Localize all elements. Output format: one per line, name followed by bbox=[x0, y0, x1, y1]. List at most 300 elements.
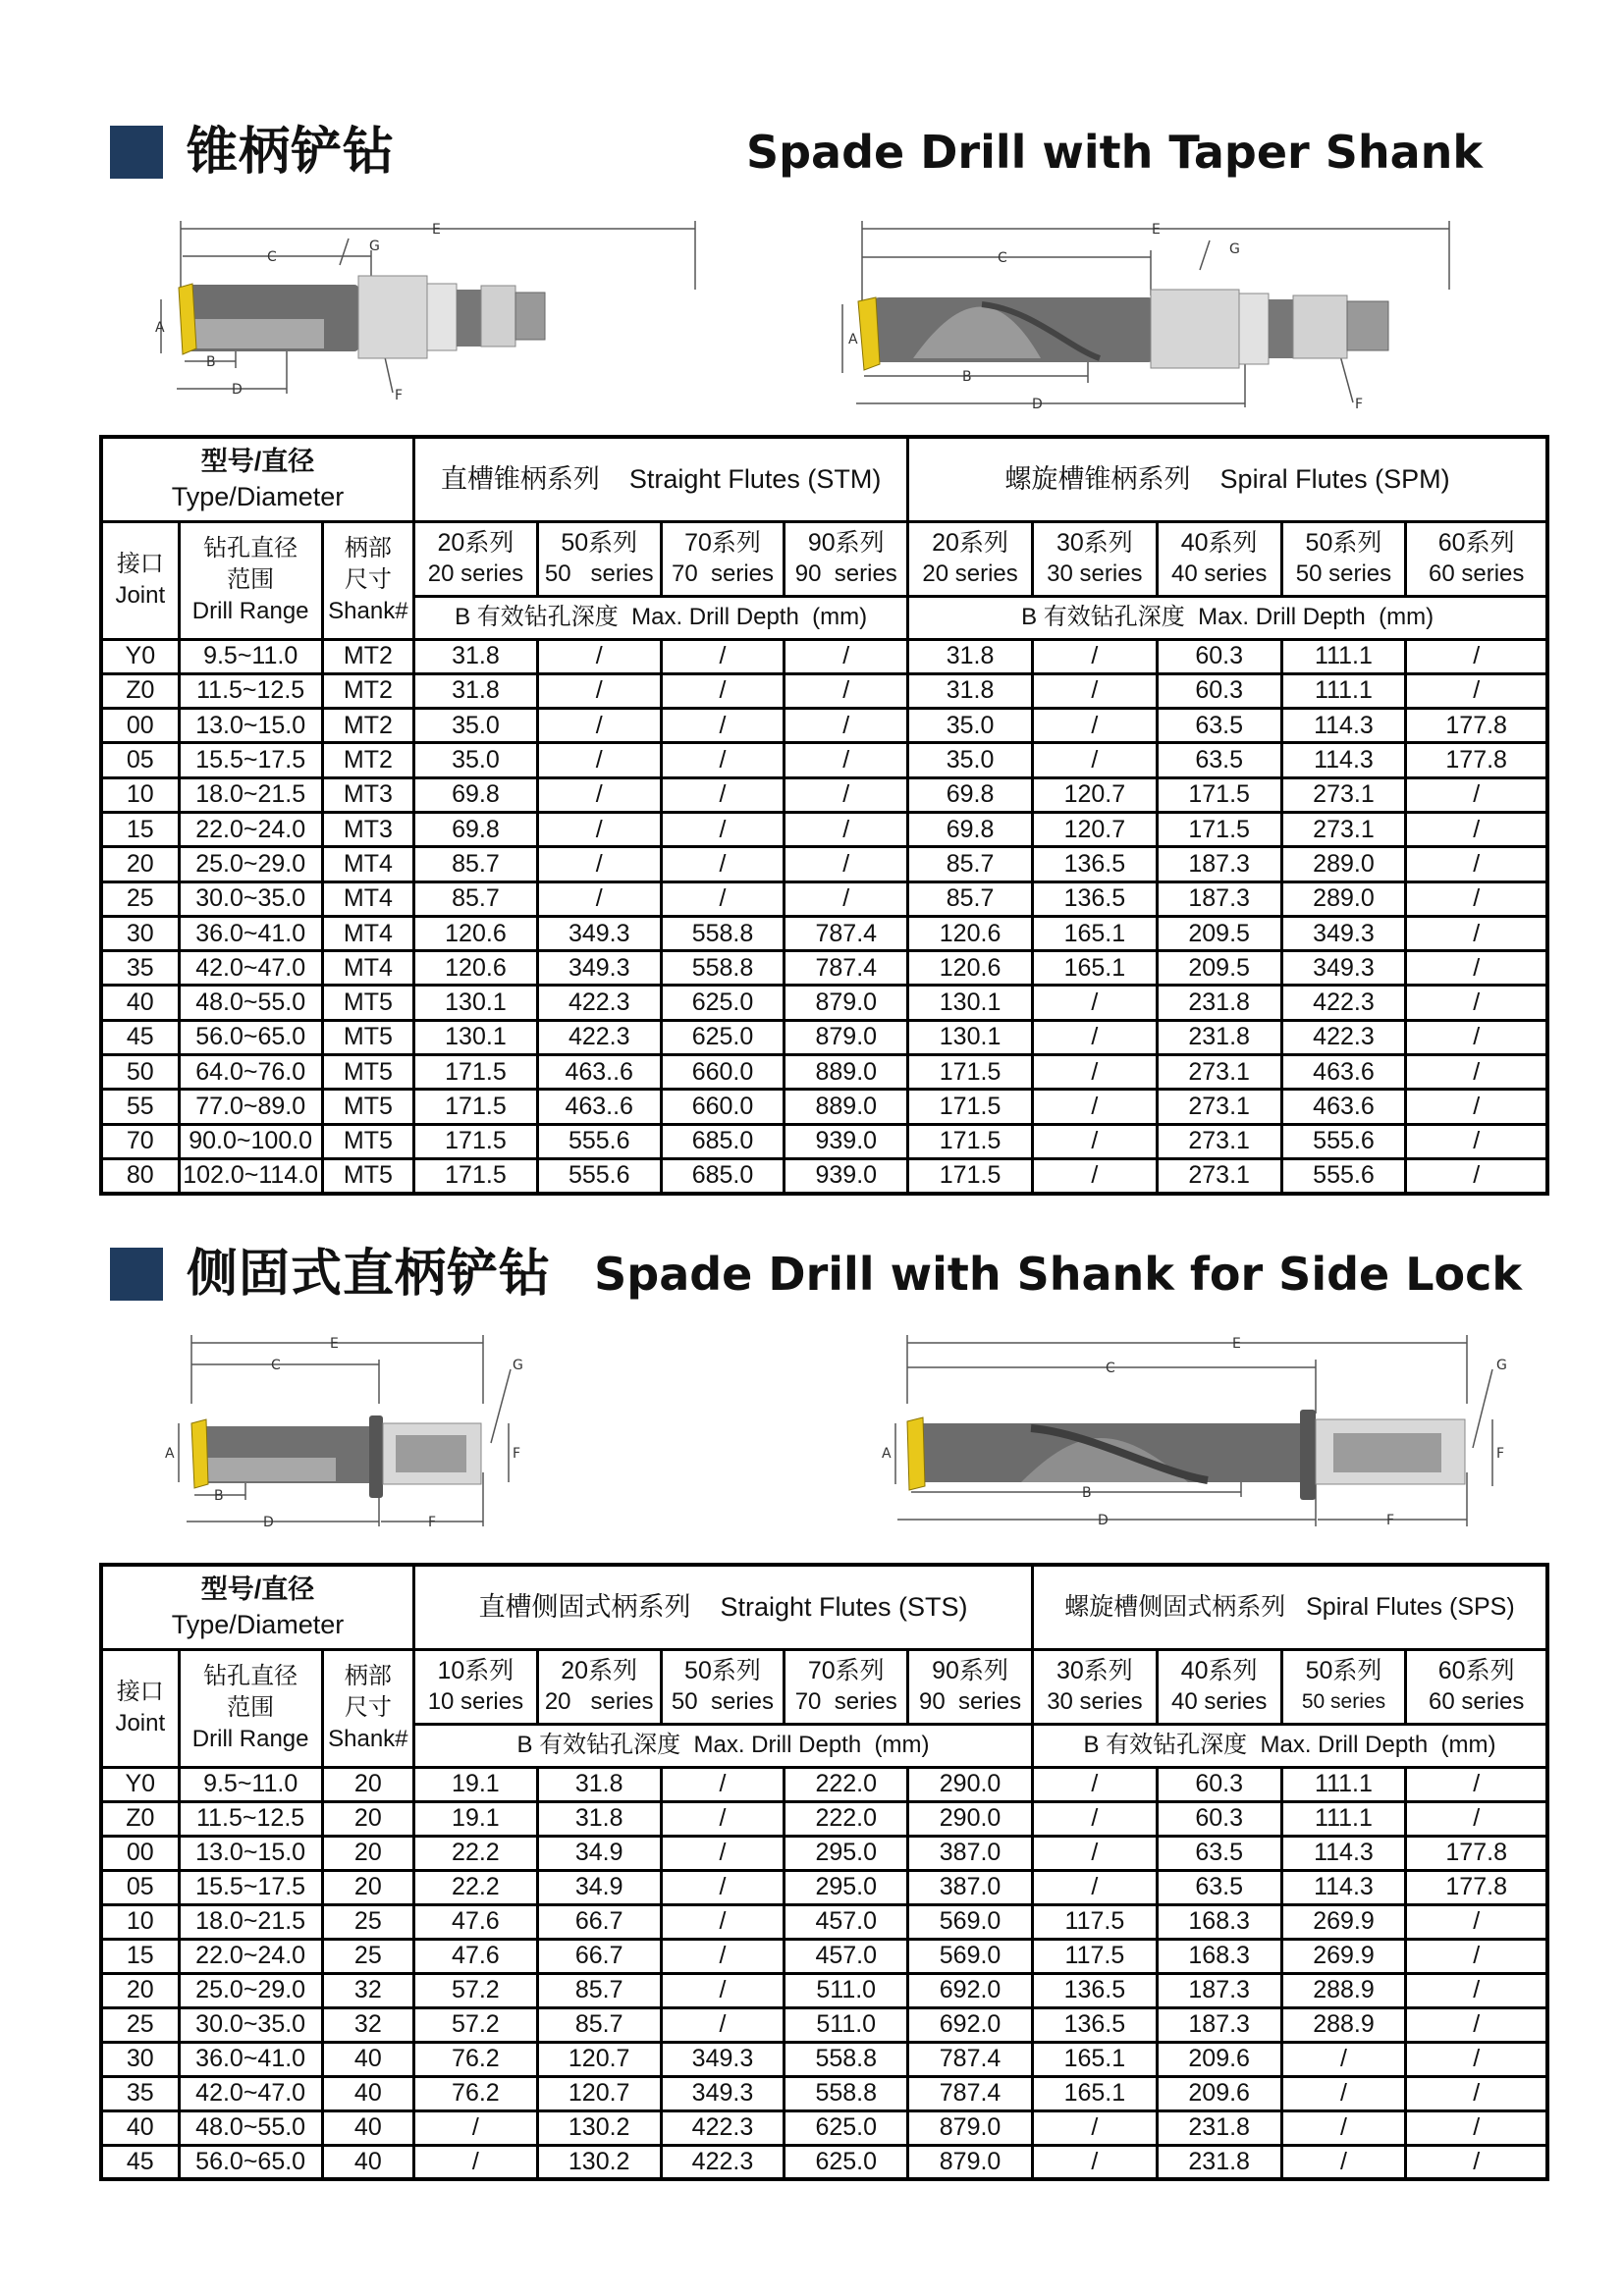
dim-label-a: A bbox=[155, 320, 165, 336]
shank-cn2: 尺寸 bbox=[344, 1694, 392, 1721]
table-row bbox=[101, 1158, 1547, 1193]
depth-cell: / bbox=[785, 881, 908, 916]
depth-cell: 273.1 bbox=[1157, 1090, 1281, 1124]
table-row bbox=[101, 639, 1547, 673]
depth-cell: 117.5 bbox=[1032, 1939, 1157, 1973]
joint-cell: 30 bbox=[101, 916, 179, 950]
joint-cell: Y0 bbox=[101, 639, 179, 673]
depth-cell: / bbox=[1032, 1124, 1157, 1158]
depth-cell: 19.1 bbox=[414, 1767, 538, 1801]
depth-cell: 85.7 bbox=[414, 847, 538, 881]
depth-cell: / bbox=[661, 743, 785, 777]
table-row bbox=[101, 2076, 1547, 2110]
drill-range-cell: 13.0~15.0 bbox=[179, 709, 322, 743]
depth-cell: / bbox=[1406, 1020, 1547, 1054]
table-row bbox=[101, 881, 1547, 916]
table-row bbox=[101, 1055, 1547, 1090]
section-title-en: Spade Drill with Taper Shank bbox=[745, 126, 1483, 179]
depth-cell: 625.0 bbox=[661, 986, 785, 1020]
series-cn: 50系列 bbox=[1305, 1657, 1382, 1684]
depth-cell: / bbox=[1032, 1020, 1157, 1054]
depth-cell: 35.0 bbox=[414, 709, 538, 743]
depth-cell: / bbox=[785, 743, 908, 777]
series-en: 70 series bbox=[794, 1688, 897, 1715]
dim-label-f: F bbox=[1386, 1513, 1395, 1528]
depth-cell: / bbox=[1406, 1090, 1547, 1124]
series-en: 30 series bbox=[1047, 1688, 1143, 1715]
depth-cell: 787.4 bbox=[785, 951, 908, 986]
shank-cell: MT4 bbox=[322, 847, 413, 881]
dim-label-e: E bbox=[1232, 1336, 1241, 1352]
series-header bbox=[414, 521, 538, 596]
joint-cell: 55 bbox=[101, 1090, 179, 1124]
spiral-flutes-header: 螺旋槽侧固式柄系列 Spiral Flutes (SPS) bbox=[1032, 1565, 1547, 1649]
depth-cell: / bbox=[1032, 1055, 1157, 1090]
dim-label-f: F bbox=[1496, 1446, 1505, 1462]
depth-cell: 60.3 bbox=[1157, 639, 1281, 673]
depth-cell: 165.1 bbox=[1032, 951, 1157, 986]
depth-cell: 165.1 bbox=[1032, 2042, 1157, 2076]
shank-cell: 20 bbox=[322, 1870, 413, 1904]
section-marker bbox=[110, 126, 163, 179]
depth-cell: / bbox=[1032, 709, 1157, 743]
dim-label-d: D bbox=[263, 1515, 274, 1530]
drill-range-cell: 25.0~29.0 bbox=[179, 1973, 322, 2007]
depth-cell: / bbox=[1032, 2145, 1157, 2179]
type-cn: 型号/直径 bbox=[200, 447, 315, 477]
depth-cell: 269.9 bbox=[1281, 1904, 1406, 1939]
shank-cell: MT2 bbox=[322, 709, 413, 743]
joint-cell: 45 bbox=[101, 1020, 179, 1054]
spec-table-taper-shank bbox=[99, 435, 1549, 1196]
drill-range-cell: 30.0~35.0 bbox=[179, 2007, 322, 2042]
series-en: 50 series bbox=[544, 561, 654, 587]
depth-cell: 555.6 bbox=[537, 1124, 661, 1158]
depth-cell: / bbox=[537, 673, 661, 708]
depth-cell: 35.0 bbox=[908, 743, 1033, 777]
joint-cell: 10 bbox=[101, 777, 179, 812]
type-diameter-header bbox=[101, 1565, 414, 1649]
drill-range-cell: 64.0~76.0 bbox=[179, 1055, 322, 1090]
depth-cell: / bbox=[1032, 1090, 1157, 1124]
depth-cell: / bbox=[661, 1836, 785, 1870]
depth-cell: 422.3 bbox=[661, 2145, 785, 2179]
depth-cell: / bbox=[1406, 673, 1547, 708]
depth-cell: / bbox=[537, 743, 661, 777]
depth-cell: / bbox=[537, 881, 661, 916]
depth-cell: 660.0 bbox=[661, 1090, 785, 1124]
depth-cell: 387.0 bbox=[908, 1836, 1033, 1870]
dim-label-c: C bbox=[1106, 1361, 1115, 1376]
depth-cell: 31.8 bbox=[537, 1801, 661, 1836]
depth-cell: 422.3 bbox=[537, 1020, 661, 1054]
depth-cell: 231.8 bbox=[1157, 986, 1281, 1020]
depth-cell: 289.0 bbox=[1281, 881, 1406, 916]
depth-cell: 295.0 bbox=[785, 1836, 908, 1870]
depth-cell: 171.5 bbox=[1157, 777, 1281, 812]
depth-cell: 511.0 bbox=[785, 1973, 908, 2007]
table-row bbox=[101, 951, 1547, 986]
shank-cn2: 尺寸 bbox=[344, 566, 392, 593]
depth-cell: 269.9 bbox=[1281, 1939, 1406, 1973]
dim-label-b: B bbox=[206, 354, 216, 370]
drill-range-cell: 18.0~21.5 bbox=[179, 1904, 322, 1939]
depth-cell: 187.3 bbox=[1157, 847, 1281, 881]
depth-cell: 625.0 bbox=[785, 2145, 908, 2179]
series-en: 60 series bbox=[1428, 561, 1525, 587]
depth-cell: / bbox=[661, 639, 785, 673]
joint-cell: 25 bbox=[101, 881, 179, 916]
series-en: 20 series bbox=[544, 1688, 654, 1715]
shank-cell: 20 bbox=[322, 1836, 413, 1870]
depth-cell: 290.0 bbox=[908, 1801, 1033, 1836]
depth-cell: / bbox=[661, 881, 785, 916]
joint-cell: 40 bbox=[101, 2110, 179, 2145]
shank-cell: MT5 bbox=[322, 1090, 413, 1124]
table-row bbox=[101, 673, 1547, 708]
depth-cell: 171.5 bbox=[414, 1055, 538, 1090]
depth-cell: / bbox=[537, 847, 661, 881]
series-cn: 40系列 bbox=[1180, 1657, 1258, 1684]
joint-cell: 00 bbox=[101, 709, 179, 743]
depth-cell: 558.8 bbox=[661, 951, 785, 986]
series-cn: 60系列 bbox=[1437, 1657, 1515, 1684]
dim-label-b: B bbox=[962, 369, 972, 385]
dim-label-c: C bbox=[267, 249, 277, 265]
joint-cell: 15 bbox=[101, 812, 179, 846]
shank-cell: 32 bbox=[322, 1973, 413, 2007]
shank-cell: MT4 bbox=[322, 951, 413, 986]
depth-cell: 463.6 bbox=[1281, 1090, 1406, 1124]
depth-cell: 349.3 bbox=[661, 2042, 785, 2076]
depth-cell: / bbox=[661, 1870, 785, 1904]
depth-cell: 85.7 bbox=[908, 881, 1033, 916]
table-row bbox=[101, 847, 1547, 881]
range-en: Drill Range bbox=[191, 1726, 309, 1752]
depth-cell: 273.1 bbox=[1281, 812, 1406, 846]
shank-cell: 40 bbox=[322, 2076, 413, 2110]
depth-label-spiral: B 有效钻孔深度 Max. Drill Depth (mm) bbox=[1032, 1724, 1547, 1767]
drill-range-cell: 9.5~11.0 bbox=[179, 639, 322, 673]
depth-cell: 111.1 bbox=[1281, 1801, 1406, 1836]
straight-flutes-header: 直槽侧固式柄系列 Straight Flutes (STS) bbox=[414, 1565, 1033, 1649]
dim-label-c: C bbox=[271, 1358, 281, 1373]
depth-cell: 171.5 bbox=[414, 1090, 538, 1124]
depth-cell: / bbox=[1406, 1904, 1547, 1939]
shank-cell: 40 bbox=[322, 2042, 413, 2076]
depth-cell: 111.1 bbox=[1281, 1767, 1406, 1801]
range-cn1: 钻孔直径 bbox=[203, 1663, 298, 1689]
depth-cell: 117.5 bbox=[1032, 1904, 1157, 1939]
series-cn: 60系列 bbox=[1437, 529, 1515, 557]
depth-cell: 692.0 bbox=[908, 1973, 1033, 2007]
section-header-side-lock bbox=[110, 1242, 1543, 1304]
section-title-en: Spade Drill with Shank for Side Lock bbox=[594, 1248, 1522, 1301]
table-body bbox=[101, 1767, 1547, 2179]
dim-label-c: C bbox=[998, 250, 1007, 266]
shank-header bbox=[322, 521, 413, 639]
depth-cell: / bbox=[661, 2007, 785, 2042]
depth-cell: 136.5 bbox=[1032, 2007, 1157, 2042]
depth-cell: / bbox=[1406, 1939, 1547, 1973]
depth-cell: 66.7 bbox=[537, 1939, 661, 1973]
table-row bbox=[101, 777, 1547, 812]
depth-cell: 177.8 bbox=[1406, 1870, 1547, 1904]
table-row bbox=[101, 743, 1547, 777]
shank-cell: 25 bbox=[322, 1939, 413, 1973]
depth-cell: 136.5 bbox=[1032, 881, 1157, 916]
shank-en: Shank# bbox=[328, 1726, 408, 1752]
depth-cell: 120.6 bbox=[908, 951, 1033, 986]
depth-cell: 685.0 bbox=[661, 1124, 785, 1158]
depth-cell: 787.4 bbox=[908, 2076, 1033, 2110]
depth-cell: 66.7 bbox=[537, 1904, 661, 1939]
drill-range-cell: 18.0~21.5 bbox=[179, 777, 322, 812]
depth-cell: / bbox=[785, 673, 908, 708]
depth-cell: / bbox=[1406, 812, 1547, 846]
depth-cell: 35.0 bbox=[414, 743, 538, 777]
depth-cell: 209.6 bbox=[1157, 2076, 1281, 2110]
series-cn: 50系列 bbox=[684, 1657, 761, 1684]
depth-cell: 463..6 bbox=[537, 1090, 661, 1124]
section-header-taper-shank bbox=[110, 120, 1543, 182]
series-cn: 90系列 bbox=[807, 529, 885, 557]
depth-cell: 31.8 bbox=[414, 673, 538, 708]
joint-cell: 40 bbox=[101, 986, 179, 1020]
drill-range-cell: 90.0~100.0 bbox=[179, 1124, 322, 1158]
table-row bbox=[101, 1836, 1547, 1870]
depth-cell: 463..6 bbox=[537, 1055, 661, 1090]
shank-cell: MT2 bbox=[322, 639, 413, 673]
drill-range-cell: 25.0~29.0 bbox=[179, 847, 322, 881]
depth-cell: / bbox=[537, 709, 661, 743]
depth-cell: / bbox=[1406, 1973, 1547, 2007]
depth-cell: 889.0 bbox=[785, 1055, 908, 1090]
depth-cell: 457.0 bbox=[785, 1904, 908, 1939]
depth-cell: 120.6 bbox=[908, 916, 1033, 950]
table-row bbox=[101, 1973, 1547, 2007]
depth-cell: 130.1 bbox=[908, 986, 1033, 1020]
header-row-group bbox=[101, 1565, 1547, 1649]
depth-cell: 63.5 bbox=[1157, 1836, 1281, 1870]
depth-cell: 120.7 bbox=[1032, 812, 1157, 846]
dim-label-d: D bbox=[232, 382, 243, 398]
depth-cell: / bbox=[414, 2110, 538, 2145]
joint-cell: 25 bbox=[101, 2007, 179, 2042]
dim-label-f: F bbox=[513, 1446, 521, 1462]
depth-label-straight: B 有效钻孔深度 Max. Drill Depth (mm) bbox=[414, 596, 908, 639]
depth-cell: 114.3 bbox=[1281, 709, 1406, 743]
dim-label-f: F bbox=[1355, 397, 1364, 412]
depth-cell: 31.8 bbox=[414, 639, 538, 673]
series-header bbox=[785, 521, 908, 596]
series-header bbox=[1032, 1649, 1157, 1724]
depth-cell: 130.1 bbox=[414, 1020, 538, 1054]
series-en: 30 series bbox=[1047, 561, 1143, 587]
depth-cell: / bbox=[1032, 639, 1157, 673]
depth-cell: 31.8 bbox=[537, 1767, 661, 1801]
depth-cell: 625.0 bbox=[661, 1020, 785, 1054]
joint-cell: 05 bbox=[101, 743, 179, 777]
series-header bbox=[661, 1649, 785, 1724]
dim-label-e: E bbox=[330, 1336, 339, 1352]
series-header bbox=[1406, 521, 1547, 596]
joint-cell: Y0 bbox=[101, 1767, 179, 1801]
depth-cell: 130.2 bbox=[537, 2110, 661, 2145]
shank-cn1: 柄部 bbox=[344, 535, 392, 561]
depth-cell: / bbox=[1406, 2076, 1547, 2110]
series-en: 20 series bbox=[922, 561, 1018, 587]
depth-cell: 76.2 bbox=[414, 2076, 538, 2110]
depth-cell: 222.0 bbox=[785, 1767, 908, 1801]
table-row bbox=[101, 2110, 1547, 2145]
dim-label-g: G bbox=[1496, 1358, 1507, 1373]
series-header bbox=[1281, 521, 1406, 596]
depth-cell: 165.1 bbox=[1032, 916, 1157, 950]
drill-range-cell: 36.0~41.0 bbox=[179, 2042, 322, 2076]
depth-cell: / bbox=[537, 639, 661, 673]
depth-cell: 60.3 bbox=[1157, 673, 1281, 708]
series-en: 70 series bbox=[671, 561, 775, 587]
depth-cell: 76.2 bbox=[414, 2042, 538, 2076]
series-en: 50 series bbox=[1301, 1690, 1386, 1713]
table-row bbox=[101, 2145, 1547, 2179]
drill-range-cell: 48.0~55.0 bbox=[179, 986, 322, 1020]
series-en: 10 series bbox=[427, 1688, 524, 1715]
depth-cell: / bbox=[1406, 1767, 1547, 1801]
joint-cell: 70 bbox=[101, 1124, 179, 1158]
series-cn: 30系列 bbox=[1056, 529, 1133, 557]
joint-en: Joint bbox=[115, 1710, 166, 1736]
depth-cell: 171.5 bbox=[908, 1124, 1033, 1158]
drill-range-cell: 11.5~12.5 bbox=[179, 673, 322, 708]
range-cn2: 范围 bbox=[227, 1694, 275, 1721]
depth-label-spiral: B 有效钻孔深度 Max. Drill Depth (mm) bbox=[908, 596, 1547, 639]
depth-cell: / bbox=[785, 847, 908, 881]
joint-cell: 20 bbox=[101, 847, 179, 881]
depth-cell: 114.3 bbox=[1281, 1870, 1406, 1904]
section-title-cn: 锥柄铲钻 bbox=[187, 123, 396, 182]
shank-cell: 40 bbox=[322, 2145, 413, 2179]
depth-cell: 47.6 bbox=[414, 1904, 538, 1939]
depth-cell: / bbox=[1032, 1870, 1157, 1904]
table-row bbox=[101, 1904, 1547, 1939]
section-marker bbox=[110, 1248, 163, 1301]
depth-cell: / bbox=[785, 639, 908, 673]
depth-cell: 57.2 bbox=[414, 2007, 538, 2042]
depth-cell: / bbox=[785, 777, 908, 812]
depth-cell: 273.1 bbox=[1157, 1124, 1281, 1158]
shank-cell: MT3 bbox=[322, 812, 413, 846]
depth-cell: 273.1 bbox=[1157, 1055, 1281, 1090]
depth-cell: / bbox=[661, 812, 785, 846]
drill-range-cell: 15.5~17.5 bbox=[179, 1870, 322, 1904]
drill-range-cell: 102.0~114.0 bbox=[179, 1158, 322, 1193]
shank-cell: MT5 bbox=[322, 1020, 413, 1054]
series-en: 60 series bbox=[1428, 1688, 1525, 1715]
depth-cell: 787.4 bbox=[908, 2042, 1033, 2076]
drill-diagram-stm bbox=[157, 211, 707, 407]
depth-cell: 511.0 bbox=[785, 2007, 908, 2042]
depth-cell: 939.0 bbox=[785, 1158, 908, 1193]
depth-cell: 288.9 bbox=[1281, 2007, 1406, 2042]
depth-cell: / bbox=[1406, 951, 1547, 986]
drill-range-cell: 56.0~65.0 bbox=[179, 2145, 322, 2179]
shank-header bbox=[322, 1649, 413, 1767]
dim-label-a: A bbox=[882, 1446, 892, 1462]
depth-cell: 209.6 bbox=[1157, 2042, 1281, 2076]
depth-cell: 35.0 bbox=[908, 709, 1033, 743]
drill-diagram-sts bbox=[157, 1325, 648, 1551]
depth-cell: / bbox=[1032, 2110, 1157, 2145]
joint-cell: 20 bbox=[101, 1973, 179, 2007]
depth-cell: / bbox=[1406, 1124, 1547, 1158]
depth-cell: 787.4 bbox=[785, 916, 908, 950]
table-row bbox=[101, 1020, 1547, 1054]
depth-cell: 85.7 bbox=[537, 2007, 661, 2042]
shank-cell: MT5 bbox=[322, 1158, 413, 1193]
depth-cell: / bbox=[661, 847, 785, 881]
depth-cell: 177.8 bbox=[1406, 709, 1547, 743]
drill-range-cell: 15.5~17.5 bbox=[179, 743, 322, 777]
depth-cell: / bbox=[1281, 2076, 1406, 2110]
joint-header bbox=[101, 521, 179, 639]
joint-cell: 15 bbox=[101, 1939, 179, 1973]
series-header bbox=[1032, 521, 1157, 596]
dim-label-f: F bbox=[395, 388, 404, 403]
depth-cell: 120.6 bbox=[414, 916, 538, 950]
depth-cell: 171.5 bbox=[414, 1158, 538, 1193]
drill-diagram-spm bbox=[844, 211, 1473, 412]
depth-cell: 60.3 bbox=[1157, 1767, 1281, 1801]
table-row bbox=[101, 1090, 1547, 1124]
series-header bbox=[537, 1649, 661, 1724]
table-row bbox=[101, 1870, 1547, 1904]
depth-cell: 457.0 bbox=[785, 1939, 908, 1973]
series-cn: 20系列 bbox=[932, 529, 1008, 557]
shank-cell: MT2 bbox=[322, 673, 413, 708]
shank-cell: 20 bbox=[322, 1767, 413, 1801]
joint-en: Joint bbox=[115, 582, 166, 609]
joint-cell: 00 bbox=[101, 1836, 179, 1870]
table-row bbox=[101, 812, 1547, 846]
depth-cell: / bbox=[785, 709, 908, 743]
drill-range-cell: 30.0~35.0 bbox=[179, 881, 322, 916]
depth-cell: 60.3 bbox=[1157, 1801, 1281, 1836]
depth-cell: 47.6 bbox=[414, 1939, 538, 1973]
depth-cell: 85.7 bbox=[414, 881, 538, 916]
section-title-cn: 侧固式直柄铲钻 bbox=[187, 1245, 552, 1304]
type-en: Type/Diameter bbox=[171, 482, 345, 512]
series-header bbox=[908, 1649, 1033, 1724]
shank-cn1: 柄部 bbox=[344, 1663, 392, 1689]
depth-cell: 289.0 bbox=[1281, 847, 1406, 881]
depth-label-straight: B 有效钻孔深度 Max. Drill Depth (mm) bbox=[414, 1724, 1033, 1767]
depth-cell: 177.8 bbox=[1406, 1836, 1547, 1870]
table-row bbox=[101, 916, 1547, 950]
depth-cell: 130.1 bbox=[414, 986, 538, 1020]
depth-cell: 555.6 bbox=[537, 1158, 661, 1193]
depth-cell: / bbox=[1406, 881, 1547, 916]
depth-cell: 558.8 bbox=[785, 2042, 908, 2076]
depth-cell: 879.0 bbox=[785, 1020, 908, 1054]
range-cn2: 范围 bbox=[227, 566, 275, 593]
depth-cell: / bbox=[414, 2145, 538, 2179]
joint-cell: 80 bbox=[101, 1158, 179, 1193]
depth-cell: 31.8 bbox=[908, 639, 1033, 673]
shank-cell: 20 bbox=[322, 1801, 413, 1836]
type-diameter-header bbox=[101, 437, 414, 521]
